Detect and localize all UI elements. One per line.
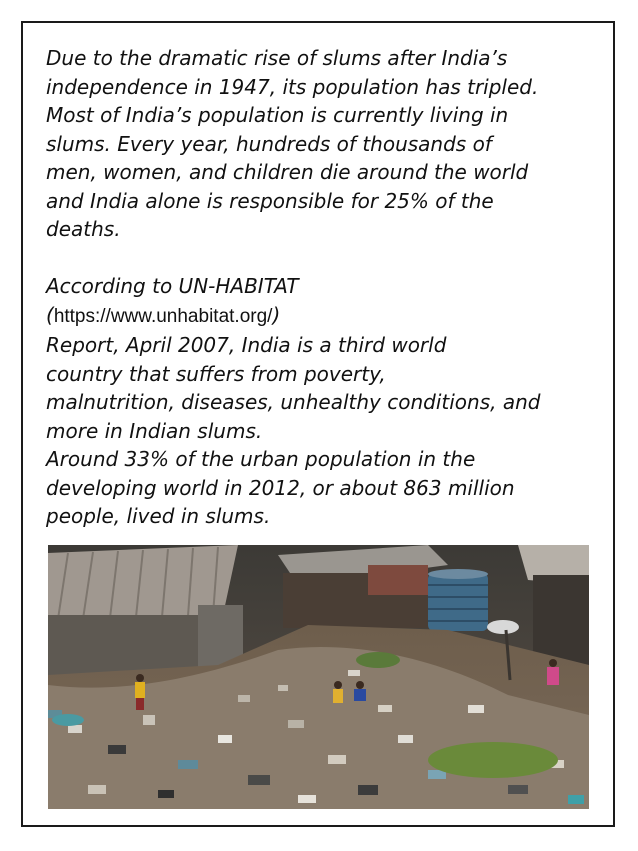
text-line: men, women, and children die around the world	[46, 160, 529, 184]
text-line: deaths.	[46, 217, 121, 241]
paragraph-slum-growth	[46, 44, 606, 244]
shack-wall-red	[368, 565, 428, 595]
text-line: developing world in 2012, or about 863 million	[46, 475, 515, 500]
url-open-paren: (	[46, 302, 54, 327]
text-line: more in Indian slums.	[46, 418, 263, 443]
green-vegetation	[428, 742, 558, 778]
water-tank	[428, 573, 488, 631]
paragraph-un-habitat	[46, 272, 606, 531]
text-line: Due to the dramatic rise of slums after India’s	[46, 46, 508, 70]
url-line	[46, 301, 606, 332]
text-line: Report, April 2007, India is a third world	[46, 333, 447, 357]
text-line: Most of India’s population is currently living in	[46, 103, 509, 127]
url-close-paren: )	[272, 302, 281, 327]
text-line: malnutrition, diseases, unhealthy conditions, and	[46, 390, 541, 414]
umbrella	[487, 620, 519, 634]
slum-photo	[48, 545, 589, 809]
text-line: country that suffers from poverty,	[46, 361, 386, 386]
text-line: slums. Every year, hundreds of thousands of	[46, 131, 492, 156]
text-line: independence in 1947, its population has tripled.	[46, 74, 539, 99]
text-line: and India alone is responsible for 25% of the	[46, 188, 494, 213]
text-line: According to UN-HABITAT	[46, 274, 299, 298]
text-line: Around 33% of the urban population in the	[46, 447, 476, 471]
text-line: people, lived in slums.	[46, 504, 271, 528]
un-habitat-link[interactable]: https://www.unhabitat.org/	[53, 305, 273, 327]
